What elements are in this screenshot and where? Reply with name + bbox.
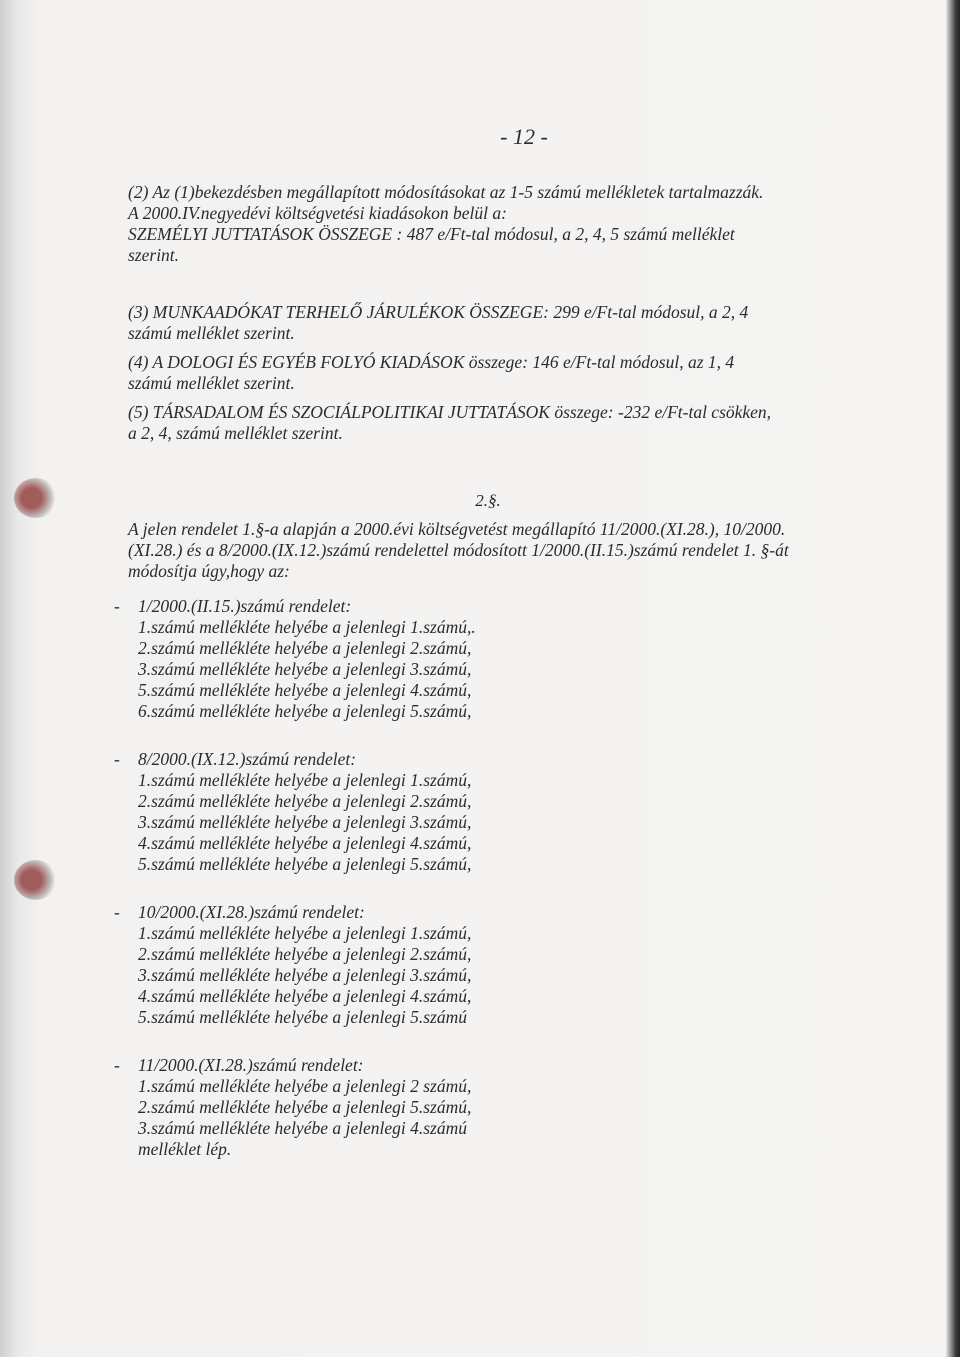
list-dash: - xyxy=(114,749,120,769)
paragraph-2 xyxy=(128,182,848,266)
page-number: - 12 - xyxy=(500,124,548,149)
list-title: 8/2000.(IX.12.)számú rendelet: xyxy=(138,749,357,769)
paragraph-line: a 2, 4, számú melléklet szerint. xyxy=(128,423,343,443)
list-item: 2.számú mellékléte helyébe a jelenlegi 5.számú, xyxy=(138,1097,472,1117)
list-dash: - xyxy=(114,902,120,922)
paragraph-5 xyxy=(128,402,848,444)
list-item: 5.számú mellékléte helyébe a jelenlegi 5.számú, xyxy=(138,854,472,874)
paragraph-line: számú melléklet szerint. xyxy=(128,323,295,343)
paragraph-line: számú melléklet szerint. xyxy=(128,373,295,393)
page-right-edge xyxy=(946,0,960,1357)
list-dash: - xyxy=(114,1055,120,1075)
list-item: 3.számú mellékléte helyébe a jelenlegi 3.számú, xyxy=(138,812,472,832)
paragraph-line: szerint. xyxy=(128,245,180,265)
list-item: 1.számú mellékléte helyébe a jelenlegi 1.számú,. xyxy=(138,617,476,637)
list-item: 4.számú mellékléte helyébe a jelenlegi 4.számú, xyxy=(138,833,472,853)
list-item: 3.számú mellékléte helyébe a jelenlegi 4.számú xyxy=(138,1118,467,1138)
paragraph-line: módosítja úgy,hogy az: xyxy=(128,561,290,581)
list-item: 1.számú mellékléte helyébe a jelenlegi 1.számú, xyxy=(138,923,472,943)
list-title: 1/2000.(II.15.)számú rendelet: xyxy=(138,596,352,616)
list-item: 5.számú mellékléte helyébe a jelenlegi 4.számú, xyxy=(138,680,472,700)
binding-hole-mark xyxy=(14,860,58,900)
amendment-list-4 xyxy=(114,1055,848,1160)
paragraph-4 xyxy=(128,352,848,394)
list-item: 1.számú mellékléte helyébe a jelenlegi 2 számú, xyxy=(138,1076,472,1096)
list-item: 6.számú mellékléte helyébe a jelenlegi 5.számú, xyxy=(138,701,472,721)
intro-paragraph xyxy=(128,519,848,582)
paragraph-line: (XI.28.) és a 8/2000.(IX.12.)számú rendelettel módosított 1/2000.(II.15.)számú rendelet 1. §-át xyxy=(128,540,789,560)
amendment-list-1 xyxy=(114,596,848,722)
paragraph-line: A 2000.IV.negyedévi költségvetési kiadásokon belül a: xyxy=(128,203,507,223)
amendment-list-2 xyxy=(114,749,848,875)
list-title: 10/2000.(XI.28.)számú rendelet: xyxy=(138,902,365,922)
list-item: 1.számú mellékléte helyébe a jelenlegi 1.számú, xyxy=(138,770,472,790)
paragraph-line: SZEMÉLYI JUTTATÁSOK ÖSSZEGE : 487 e/Ft-tal módosul, a 2, 4, 5 számú melléklet xyxy=(128,224,735,244)
section-title: 2.§. xyxy=(475,491,501,510)
paragraph-3 xyxy=(128,302,848,344)
paragraph-line: (4) A DOLOGI ÉS EGYÉB FOLYÓ KIADÁSOK összege: 146 e/Ft-tal módosul, az 1, 4 xyxy=(128,352,735,372)
paragraph-line: (3) MUNKAADÓKAT TERHELŐ JÁRULÉKOK ÖSSZEGE: 299 e/Ft-tal módosul, a 2, 4 xyxy=(128,302,749,322)
list-item: 4.számú mellékléte helyébe a jelenlegi 4.számú, xyxy=(138,986,472,1006)
document-body xyxy=(114,120,848,1160)
paragraph-line: (5) TÁRSADALOM ÉS SZOCIÁLPOLITIKAI JUTTATÁSOK összege: -232 e/Ft-tal csökken, xyxy=(128,402,772,422)
list-item: 3.számú mellékléte helyébe a jelenlegi 3.számú, xyxy=(138,965,472,985)
list-item: 2.számú mellékléte helyébe a jelenlegi 2.számú, xyxy=(138,944,472,964)
paragraph-line: (2) Az (1)bekezdésben megállapított módosításokat az 1-5 számú mellékletek tartalmazzák. xyxy=(128,182,764,202)
paragraph-line: A jelen rendelet 1.§-a alapján a 2000.évi költségvetést megállapító 11/2000.(XI.28.), 10/2000. xyxy=(128,519,786,539)
list-item: 5.számú mellékléte helyébe a jelenlegi 5.számú xyxy=(138,1007,467,1027)
list-item: 3.számú mellékléte helyébe a jelenlegi 3.számú, xyxy=(138,659,472,679)
amendment-list-3 xyxy=(114,902,848,1028)
list-title: 11/2000.(XI.28.)számú rendelet: xyxy=(138,1055,364,1075)
binding-hole-mark xyxy=(14,478,58,518)
list-item: melléklet lép. xyxy=(138,1139,232,1159)
list-item: 2.számú mellékléte helyébe a jelenlegi 2.számú, xyxy=(138,638,472,658)
list-item: 2.számú mellékléte helyébe a jelenlegi 2.számú, xyxy=(138,791,472,811)
list-dash: - xyxy=(114,596,120,616)
